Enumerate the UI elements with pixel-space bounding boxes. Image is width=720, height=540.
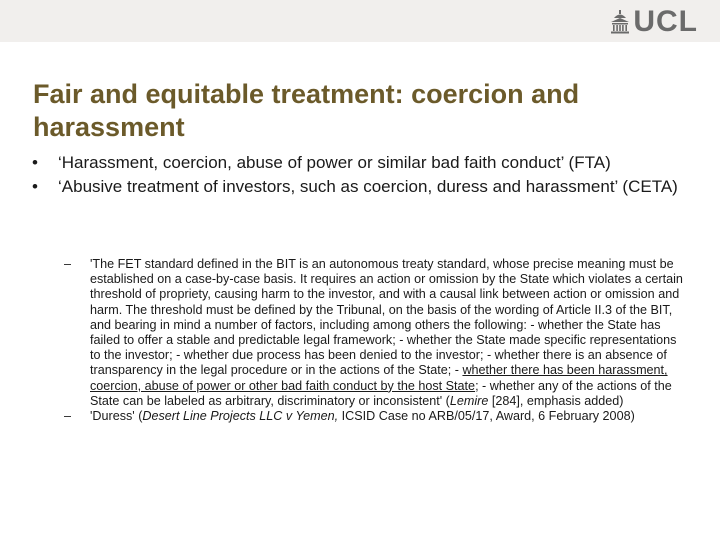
ucl-logo (610, 7, 698, 37)
sub-bullet-list (62, 257, 690, 424)
emphasized-quote: whether there has been harassment, coercion, abuse of power or other bad faith conduct by the host State (90, 363, 668, 393)
bullet-list (30, 152, 690, 200)
case-name: Lemire (449, 393, 489, 408)
logo-text: UCL (633, 5, 698, 38)
case-citation: [284], emphasis added) (488, 393, 624, 408)
bullet-marker: • (32, 177, 38, 196)
bullet-item (30, 176, 690, 197)
bullet-item (30, 152, 690, 173)
case-citation: ICSID Case no ARB/05/17, Award, 6 February 2008) (338, 409, 635, 424)
sub-bullet-item (62, 409, 690, 424)
portico-icon (610, 10, 630, 34)
sub-bullet-marker: – (64, 257, 72, 271)
sub-bullet-item (62, 257, 690, 409)
bullet-text: ‘Abusive treatment of investors, such as coercion, duress and harassment’ (CETA) (58, 177, 678, 196)
quote-text: 'The FET standard defined in the BIT is an autonomous treaty standard, whose precise meaning must be established on a case-by-case basis. It requires an action or omission by the State which violates a certain threshold of propriety, causing harm to the investor, and with a causal link between action or omission and harm. The threshold must be defined by the Tribunal, on the basis of the wording of Article II.3 of the BIT, and bearing in mind a number of factors, including among others the following: - whether the State has failed to offer a stable and predictable legal framework; - whether the State made specific representations to the investor; - whether due process has been denied to the investor; - whether there is an absence of transparency in the legal procedure or in the actions of the State; - (90, 257, 683, 378)
case-name: Desert Line Projects LLC v Yemen, (142, 409, 339, 424)
bullet-text: ‘Harassment, coercion, abuse of power or similar bad faith conduct’ (FTA) (58, 153, 611, 172)
bullet-marker: • (32, 153, 38, 172)
slide-title: Fair and equitable treatment: coercion and harassment (33, 79, 580, 142)
quote-text: 'Duress' ( (90, 409, 143, 424)
sub-bullet-marker: – (64, 409, 72, 424)
quote-text-continued: ; - whether any of the actions of the State can be labeled as arbitrary, discriminatory or inconsistent' ( (90, 378, 672, 408)
